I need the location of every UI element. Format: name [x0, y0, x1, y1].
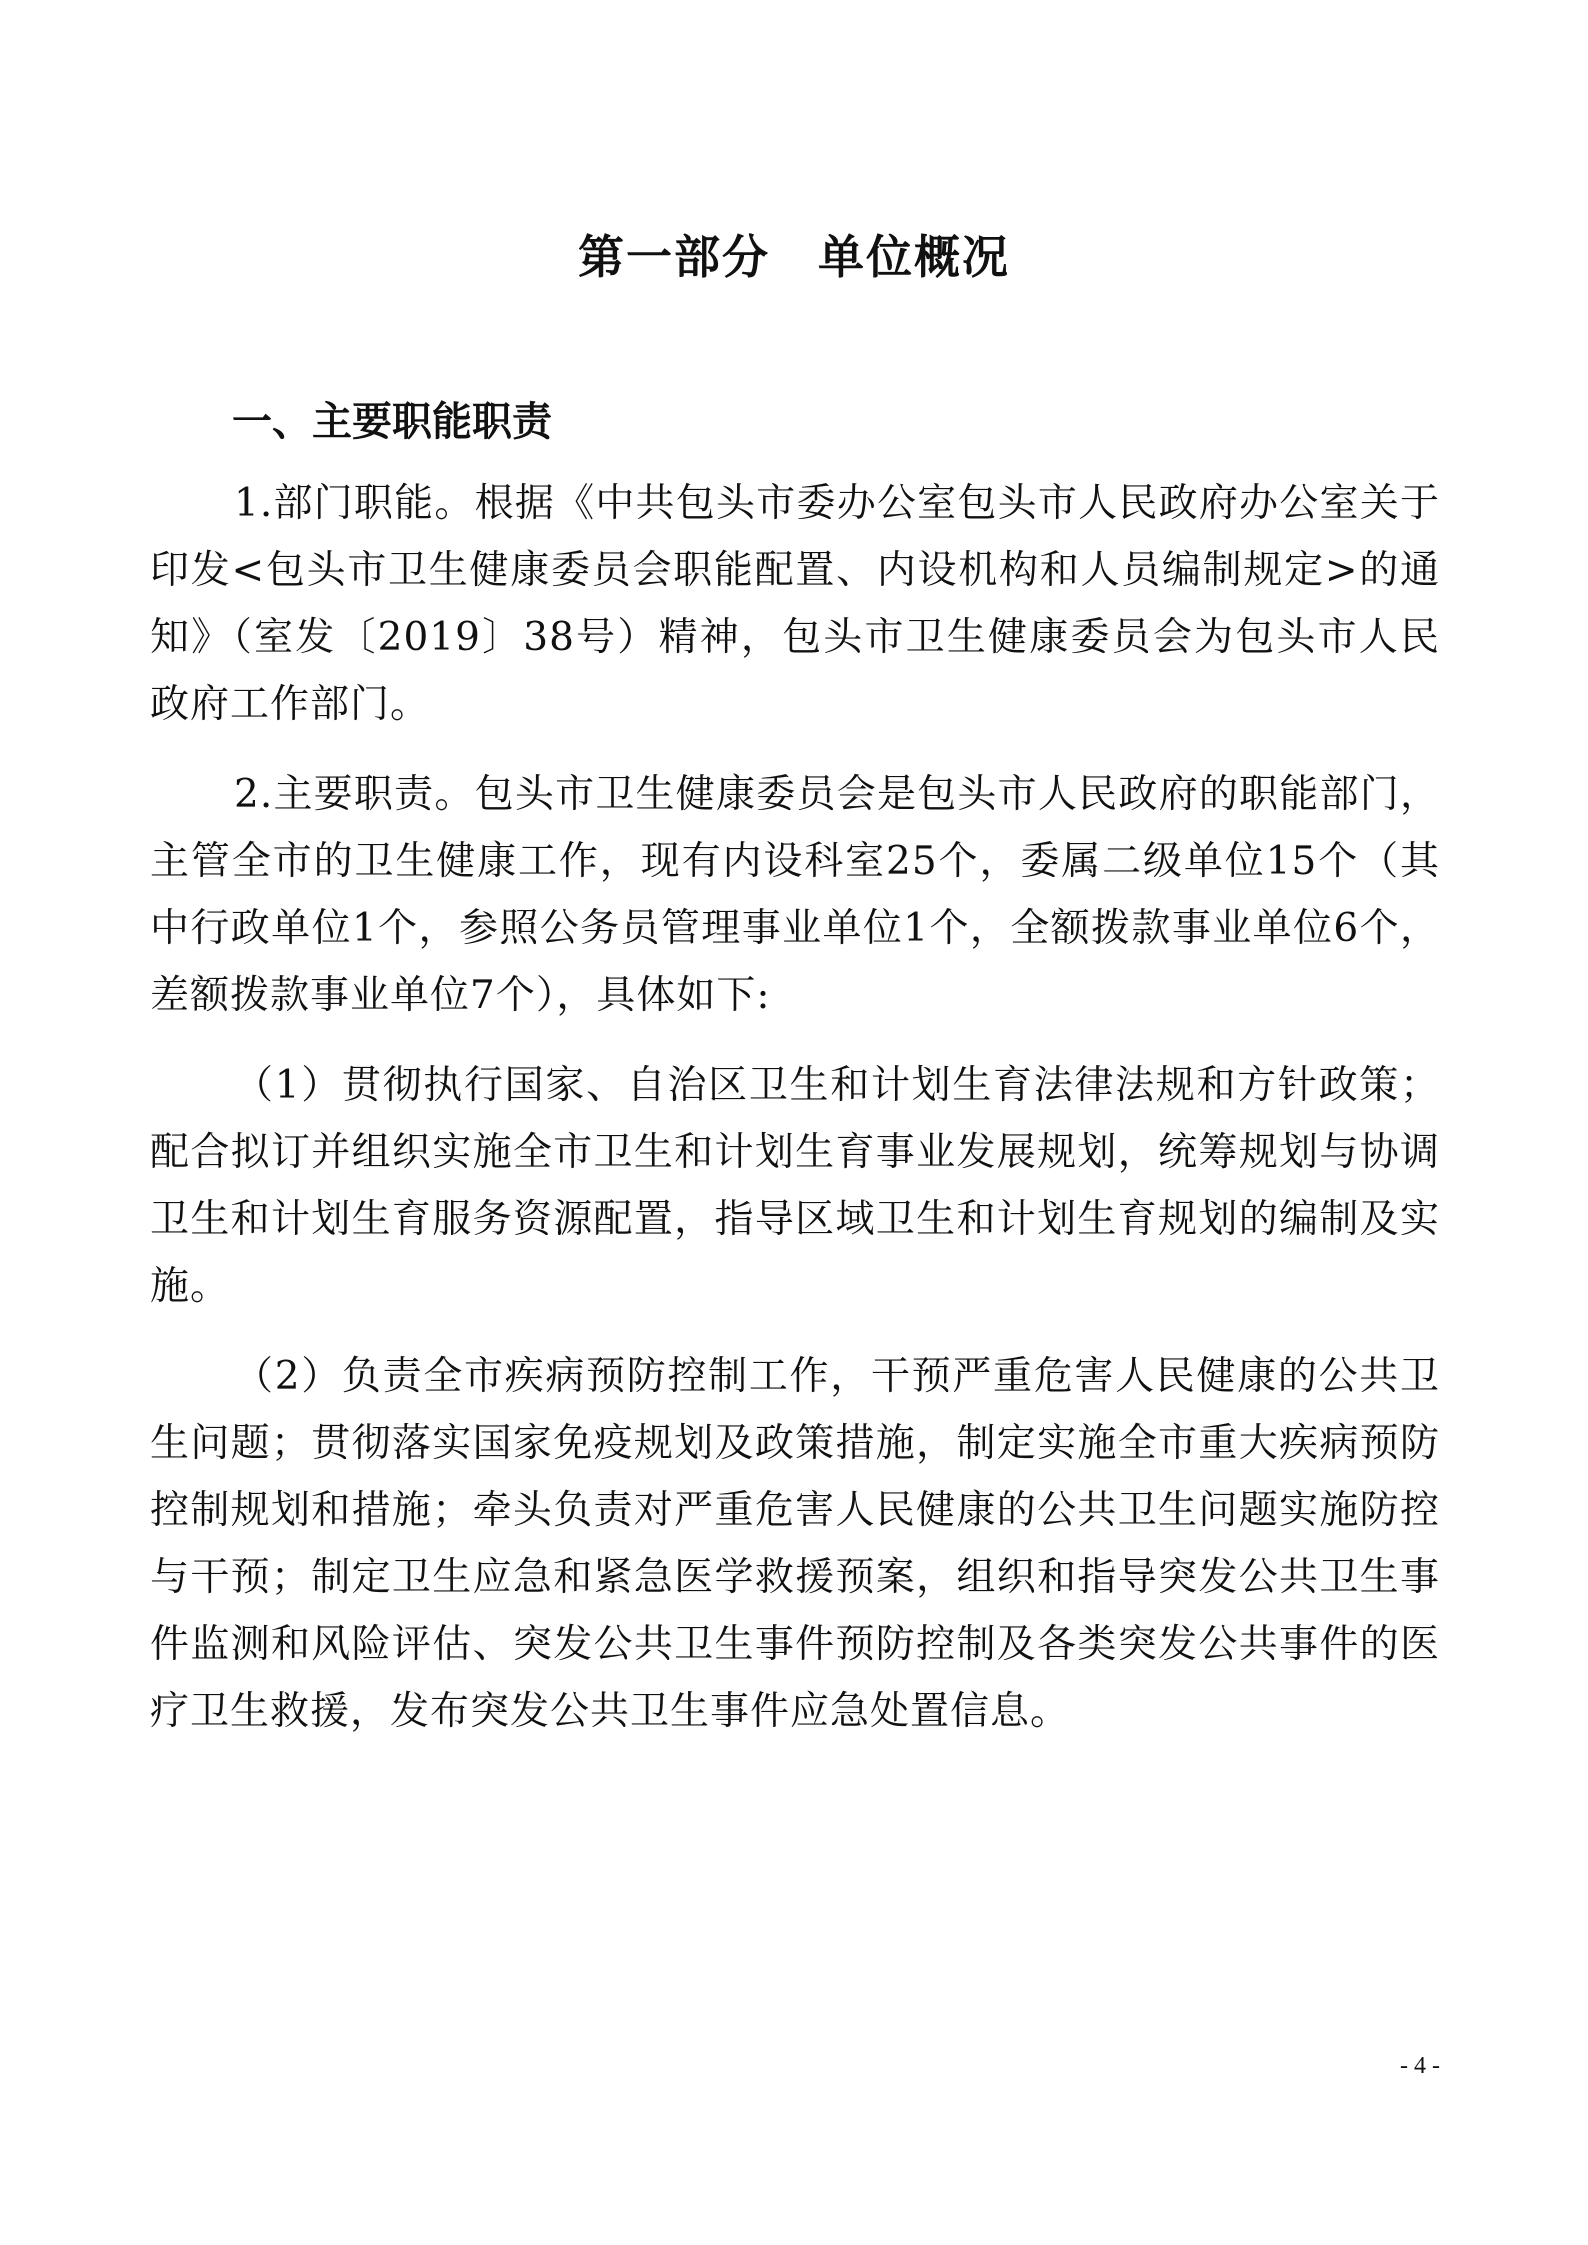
section-heading: 一、主要职能职责 [232, 399, 552, 445]
paragraph-duty-1: （1）贯彻执行国家、自治区卫生和计划生育法律法规和方针政策；配合拟订并组织实施全市卫生和计划生育事业发展规划，统筹规划与协调卫生和计划生育服务资源配置，指导区域卫生和计划生育规划的编制及实施。 [150, 1063, 1440, 1309]
paragraph-duty-2: （2）负责全市疾病预防控制工作，干预严重危害人民健康的公共卫生问题；贯彻落实国家免疫规划及政策措施，制定实施全市重大疾病预防控制规划和措施；牵头负责对严重危害人民健康的公共卫生问题实施防控与干预；制定卫生应急和紧急医学救援预案，组织和指导突发公共卫生事件监测和风险评估、突发公共卫生事件预防控制及各类突发公共事件的医疗卫生救援，发布突发公共卫生事件应急处置信息。 [150, 1354, 1440, 1734]
paragraph-main-duties: 2.主要职责。包头市卫生健康委员会是包头市人民政府的职能部门，主管全市的卫生健康工作，现有内设科室25个，委属二级单位15个（其中行政单位1个，参照公务员管理事业单位1个，全额拨款事业单位6个，差额拨款事业单位7个），具体如下: [150, 772, 1440, 1018]
page-title [0, 222, 1588, 292]
document-body [150, 470, 1440, 1768]
page-number: - 4 - [1400, 2053, 1440, 2079]
paragraph-department-function: 1.部门职能。根据《中共包头市委办公室包头市人民政府办公室关于印发<包头市卫生健康委员会职能配置、内设机构和人员编制规定>的通知》（室发〔2019〕38号）精神，包头市卫生健康委员会为包头市人民政府工作部门。 [150, 481, 1440, 727]
title-name: 单位概况 [818, 230, 1010, 284]
title-part: 第一部分 [578, 230, 770, 284]
